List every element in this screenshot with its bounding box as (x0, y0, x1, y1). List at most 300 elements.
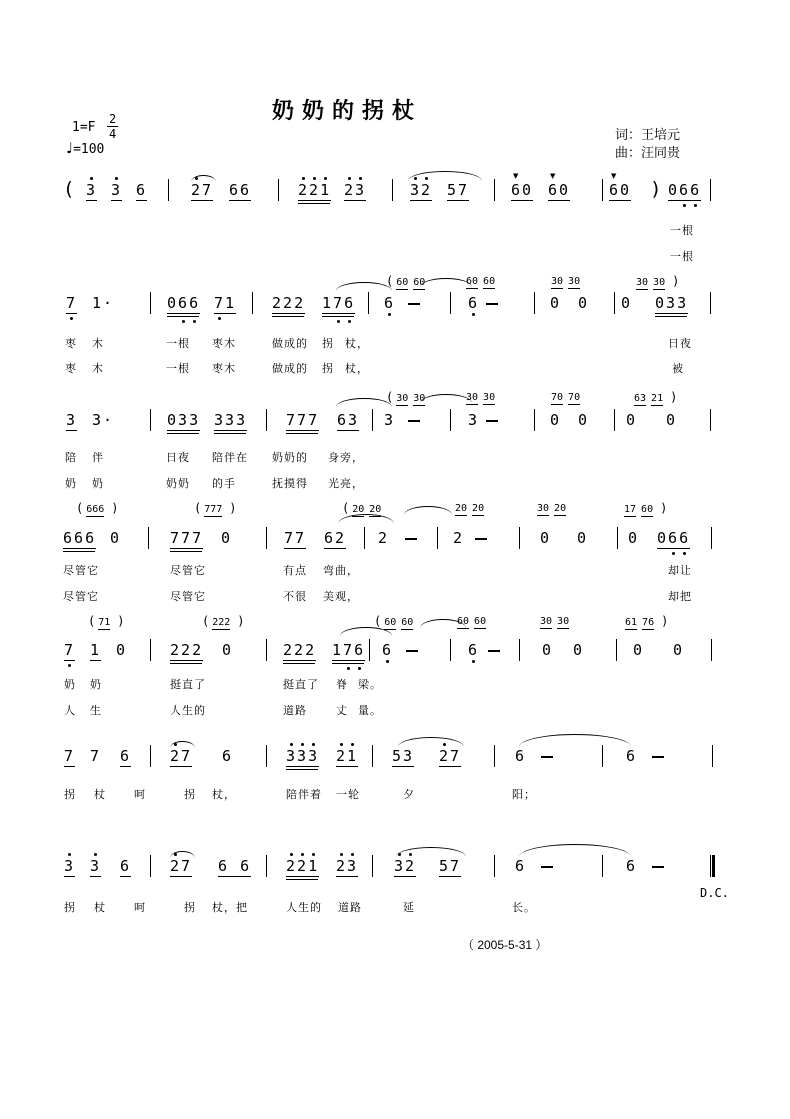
note-digit: 6 (679, 529, 691, 547)
note-digit: 6 (626, 747, 638, 765)
lyric-syllable: 呵 (134, 789, 146, 801)
lyric-syllable: 杖，把 (212, 902, 248, 914)
lyric-syllable: 丈 (336, 705, 348, 717)
note-digit: 6 (468, 294, 480, 312)
note-digit: 6 (120, 747, 132, 765)
barline (266, 855, 267, 877)
note-digit: 1 (308, 857, 320, 875)
barline (494, 745, 495, 767)
note-group (344, 182, 366, 201)
note-digit: 2 (421, 181, 433, 199)
note-digit: 0 (522, 181, 534, 199)
cue-note-group: 61 (625, 617, 638, 628)
note-group (218, 858, 251, 877)
barline (372, 409, 373, 431)
cue-note-group: 76 (642, 617, 655, 628)
lyric-syllable: 夕 (403, 789, 415, 801)
cue-notes (386, 392, 425, 406)
note-digit: 7 (284, 529, 296, 547)
note-digit: 1 (347, 747, 359, 765)
note-digit: 1 (92, 294, 104, 312)
cue-note-group: 30 (653, 277, 666, 288)
note-digit: 1 (332, 641, 344, 659)
note-digit: 6 (222, 747, 234, 765)
note-group (384, 412, 395, 428)
barline (266, 639, 267, 661)
composition-date: （ 2005-5-31 ） (462, 938, 548, 952)
note-group (170, 642, 203, 661)
note-digit: 2 (191, 181, 203, 199)
barline (534, 292, 535, 314)
note-digit: 3 (677, 294, 689, 312)
lyric-syllable: 挺直了 (170, 679, 206, 691)
duration-dash (486, 303, 498, 305)
barline (617, 527, 618, 549)
barline (602, 179, 603, 201)
note-digit: 2 (294, 294, 306, 312)
note-digit: 2 (336, 747, 348, 765)
cue-close-paren: ) (117, 614, 125, 628)
cue-note-group: 30 (483, 392, 496, 403)
lyric-syllable: 呵 (134, 902, 146, 914)
cue-notes (455, 503, 484, 516)
note-group (332, 642, 365, 661)
note-digit: 0 (620, 181, 632, 199)
cue-notes (634, 392, 677, 406)
note-digit: 2 (344, 181, 356, 199)
note-digit: 3 (178, 411, 190, 429)
note-digit: 0 (167, 294, 179, 312)
note-digit: 1 (90, 641, 102, 659)
note-group (540, 530, 551, 546)
barline (450, 292, 451, 314)
note-digit: 3 (410, 181, 422, 199)
lyric-syllable: 却让 (668, 565, 692, 577)
note-group (286, 748, 319, 767)
lyric-syllable: 奶 (92, 478, 104, 490)
note-digit: 3 (236, 411, 248, 429)
slur-arc (191, 175, 216, 182)
cue-note-group: 70 (551, 392, 564, 403)
cue-open-paren: ( (194, 501, 202, 515)
note-group (673, 642, 684, 658)
cue-close-paren: ) (229, 501, 237, 515)
barline (519, 639, 520, 661)
barline (710, 409, 711, 431)
note-digit: 2 (336, 857, 348, 875)
note-group (64, 642, 75, 661)
cue-note-group: 60 (384, 617, 397, 628)
barline (437, 527, 438, 549)
note-group (286, 858, 319, 877)
cue-note-group: 71 (98, 617, 111, 628)
slur-arc (404, 506, 452, 515)
note-digit: 0 (559, 181, 571, 199)
lyric-syllable: 枣木 (212, 363, 236, 375)
accent-mark: ▼ (513, 172, 521, 180)
lyric-syllable: 延 (403, 902, 415, 914)
note-group (655, 295, 688, 314)
duration-dash (406, 650, 418, 652)
note-digit: 3 (92, 411, 104, 429)
note-digit: 2 (272, 294, 284, 312)
note-digit: 3 (384, 411, 396, 429)
song-title: 奶奶的拐杖 (272, 98, 423, 123)
note-digit: 6 (120, 857, 132, 875)
note-group (92, 295, 114, 311)
cue-note-group: 20 (369, 504, 382, 515)
note-digit: 6 (511, 181, 523, 199)
note-group (626, 412, 637, 428)
lyric-syllable: 被 (672, 363, 684, 375)
note-digit: 3 (394, 857, 406, 875)
lyric-syllable: 奶 (65, 478, 77, 490)
cue-notes (636, 276, 679, 290)
cue-note-group: 20 (472, 503, 485, 514)
barline (148, 527, 149, 549)
note-group (90, 748, 101, 764)
note-digit: 7 (297, 411, 309, 429)
note-digit: 7 (286, 411, 298, 429)
cue-notes (202, 616, 245, 630)
note-group (63, 530, 96, 549)
note-digit: 0 (578, 294, 590, 312)
note-digit: 3 (468, 411, 480, 429)
cue-notes (624, 503, 667, 517)
note-digit: 2 (286, 857, 298, 875)
note-digit: 5 (439, 857, 451, 875)
cue-note-group: 60 (457, 616, 470, 627)
note-digit (229, 858, 240, 874)
note-digit: 0 (633, 641, 645, 659)
note-group (92, 412, 114, 428)
note-digit: 7 (66, 294, 78, 312)
note-digit: 7 (333, 294, 345, 312)
lyric-syllable: 一根 (166, 363, 190, 375)
lyric-syllable: 杖， (345, 338, 369, 350)
note-group (447, 182, 469, 201)
note-digit: 2 (453, 529, 465, 547)
cue-notes (551, 276, 580, 289)
note-digit: 6 (85, 529, 97, 547)
note-digit: 2 (298, 181, 310, 199)
cue-note-group: 30 (557, 616, 570, 627)
lyric-syllable: 木 (92, 338, 104, 350)
note-group (573, 642, 584, 658)
note-group (283, 642, 316, 661)
note-digit: 6 (189, 294, 201, 312)
key-signature: 1=F (72, 120, 96, 135)
note-digit: 6 (690, 181, 702, 199)
note-group (511, 172, 534, 201)
tempo-value: =100 (73, 142, 105, 157)
note-digit: 6 (344, 294, 356, 312)
cue-close-paren: ) (237, 614, 245, 628)
note-group (286, 412, 319, 431)
note-digit: 6 (609, 181, 621, 199)
note-digit: 3 (666, 294, 678, 312)
lyric-syllable: 道路 (283, 705, 307, 717)
lyric-syllable: 陪伴着 (286, 789, 322, 801)
note-digit: 0 (221, 529, 233, 547)
note-digit: 3 (348, 411, 360, 429)
barline (252, 292, 253, 314)
cue-note-group: 20 (554, 503, 567, 514)
note-digit: 2 (170, 747, 182, 765)
barline (368, 292, 369, 314)
slur-arc (398, 737, 464, 747)
note-digit: 7 (90, 747, 102, 765)
lyric-syllable: 做成的 (272, 338, 308, 350)
lyric-syllable: 做成的 (272, 363, 308, 375)
cue-notes (466, 392, 495, 405)
cue-notes (466, 276, 495, 289)
note-digit: 1 (320, 181, 332, 199)
note-digit: · (103, 294, 115, 312)
note-group (439, 858, 461, 877)
cue-note-group: 60 (396, 277, 409, 288)
duration-dash (541, 756, 553, 758)
lyric-syllable: 道路 (338, 902, 362, 914)
cue-note-group: 20 (352, 504, 365, 515)
note-digit: 0 (573, 641, 585, 659)
note-group (668, 182, 701, 201)
note-group (298, 182, 331, 201)
lyric-syllable: 奶 (90, 679, 102, 691)
lyric-syllable: 人 (64, 705, 76, 717)
cue-close-paren: ) (111, 501, 119, 515)
lyric-syllable: 尽管它 (170, 565, 206, 577)
note-group (167, 295, 200, 314)
note-digit: 6 (218, 857, 230, 875)
note-group (167, 412, 200, 431)
cue-notes (625, 616, 668, 630)
quarter-note-icon: ♩ (66, 139, 74, 157)
cue-note-group: 17 (624, 504, 637, 515)
slur-arc (170, 741, 195, 748)
lyric-syllable: 陪 (65, 452, 77, 464)
cue-open-paren: ( (88, 614, 96, 628)
note-group (120, 858, 131, 877)
note-digit: · (103, 411, 115, 429)
duration-dash (408, 420, 420, 422)
note-group (628, 530, 639, 546)
lyric-syllable: 却把 (668, 591, 692, 603)
note-digit: 2 (283, 641, 295, 659)
note-digit: 6 (384, 294, 396, 312)
lyric-syllable: 伴 (92, 452, 104, 464)
note-digit: 6 (668, 529, 680, 547)
note-digit: 3 (225, 411, 237, 429)
note-group (284, 530, 306, 549)
cue-note-group: 20 (455, 503, 468, 514)
barline (494, 179, 495, 201)
cue-open-paren: ( (374, 614, 382, 628)
lyric-syllable: 人生的 (286, 902, 322, 914)
note-group (116, 642, 127, 658)
note-digit: 6 (74, 529, 86, 547)
lyric-syllable: 量。 (358, 705, 382, 717)
barline (534, 409, 535, 431)
note-digit: 6 (468, 641, 480, 659)
note-digit: 0 (673, 641, 685, 659)
barline (450, 409, 451, 431)
note-digit: 3 (111, 181, 123, 199)
cue-note-group: 30 (568, 276, 581, 287)
note-digit: 6 (679, 181, 691, 199)
note-group (515, 858, 526, 874)
cue-note-group: 60 (466, 276, 479, 287)
note-digit: 7 (214, 294, 226, 312)
duration-dash (541, 866, 553, 868)
barline (266, 409, 267, 431)
cue-note-group: 666 (86, 504, 105, 515)
cue-note-group: 60 (483, 276, 496, 287)
cue-open-paren: ( (386, 274, 394, 288)
barline (392, 179, 393, 201)
note-digit: 2 (335, 529, 347, 547)
note-digit: 7 (170, 529, 182, 547)
note-digit: 3 (355, 181, 367, 199)
note-group (609, 172, 632, 201)
note-digit: 6 (240, 857, 252, 875)
barline (150, 292, 151, 314)
note-group (336, 748, 358, 767)
barline (369, 639, 370, 661)
cue-note-group: 21 (651, 393, 664, 404)
accent-mark: ▼ (611, 172, 619, 180)
lyric-syllable: 拐 (322, 363, 334, 375)
barline (150, 639, 151, 661)
lyric-syllable: 尽管它 (170, 591, 206, 603)
lyric-syllable: 不很 (283, 591, 307, 603)
cue-notes (194, 503, 237, 517)
barline (602, 745, 603, 767)
cue-notes (537, 503, 566, 516)
barline (168, 179, 169, 201)
time-signature (107, 113, 118, 140)
note-group (170, 748, 192, 767)
note-digit: 3 (286, 747, 298, 765)
note-group (221, 530, 232, 546)
note-group (515, 748, 526, 764)
slur-arc (396, 847, 466, 857)
note-group (214, 295, 236, 314)
note-group (542, 642, 553, 658)
barline (519, 527, 520, 549)
lyric-syllable: 光亮， (328, 478, 364, 490)
note-digit: 0 (542, 641, 554, 659)
note-digit: 2 (305, 641, 317, 659)
cue-notes (386, 276, 425, 290)
note-group (86, 182, 97, 201)
slur-arc (519, 734, 631, 747)
note-digit: 1 (322, 294, 334, 312)
lyric-syllable: 一根 (670, 225, 694, 237)
slur-arc (408, 171, 482, 181)
cue-close-paren: ) (672, 274, 680, 288)
cue-note-group: 222 (212, 617, 231, 628)
note-group (222, 642, 233, 658)
note-group (657, 530, 690, 549)
lyric-syllable: 一根 (166, 338, 190, 350)
lyric-syllable: 拐 (64, 902, 76, 914)
slur-arc (519, 844, 631, 857)
slur-arc (420, 394, 472, 403)
slur-arc (170, 851, 195, 858)
lyric-syllable: 杖， (212, 789, 236, 801)
lyric-syllable: 挺直了 (283, 679, 319, 691)
note-digit: 6 (63, 529, 75, 547)
slur-arc (420, 278, 472, 287)
note-digit: 3 (297, 747, 309, 765)
cue-note-group: 70 (568, 392, 581, 403)
note-digit: 6 (354, 641, 366, 659)
accent-mark: ▼ (550, 172, 558, 180)
note-digit: 2 (170, 641, 182, 659)
note-digit: 2 (378, 529, 390, 547)
duration-dash (408, 303, 420, 305)
note-digit: 6 (337, 411, 349, 429)
note-digit: 6 (626, 857, 638, 875)
cue-note-group: 30 (396, 393, 409, 404)
lyric-syllable: 阳； (512, 789, 536, 801)
lyric-syllable: 日夜 (166, 452, 190, 464)
barline (710, 292, 711, 314)
note-digit: 3 (189, 411, 201, 429)
note-group (110, 530, 121, 546)
lyric-syllable: 美观， (323, 591, 359, 603)
lyric-syllable: 陪伴在 (212, 452, 248, 464)
cue-open-paren: ( (342, 501, 350, 515)
note-group (136, 182, 147, 201)
lyric-syllable: 一轮 (336, 789, 360, 801)
cue-close-paren: ) (660, 501, 668, 515)
note-digit: 7 (181, 857, 193, 875)
note-digit: 2 (297, 857, 309, 875)
cue-open-paren: ( (202, 614, 210, 628)
note-digit: 0 (628, 529, 640, 547)
note-group (90, 858, 101, 877)
duration-dash (652, 756, 664, 758)
barline (614, 409, 615, 431)
composer-credit: 曲：汪同贵 (615, 145, 681, 160)
lyric-syllable: 奶奶的 (272, 452, 308, 464)
cue-notes (540, 616, 569, 629)
barline (711, 527, 712, 549)
lyric-syllable: 杖， (345, 363, 369, 375)
note-digit: 7 (181, 747, 193, 765)
cue-note-group: 60 (641, 504, 654, 515)
note-group (577, 530, 588, 546)
note-group (578, 412, 589, 428)
note-digit: 6 (178, 294, 190, 312)
note-group (337, 412, 359, 431)
note-digit: 2 (294, 641, 306, 659)
lyric-syllable: 杖 (94, 789, 106, 801)
lyric-syllable: 人生的 (170, 705, 206, 717)
note-group (222, 748, 233, 764)
lyric-syllable: 枣 (65, 338, 77, 350)
note-group (439, 748, 461, 767)
note-group (626, 858, 637, 874)
note-group (90, 642, 101, 661)
note-digit: 7 (343, 641, 355, 659)
note-digit: 2 (181, 641, 193, 659)
note-digit: 7 (295, 529, 307, 547)
note-group (191, 182, 213, 201)
lyric-syllable: 奶 (64, 679, 76, 691)
